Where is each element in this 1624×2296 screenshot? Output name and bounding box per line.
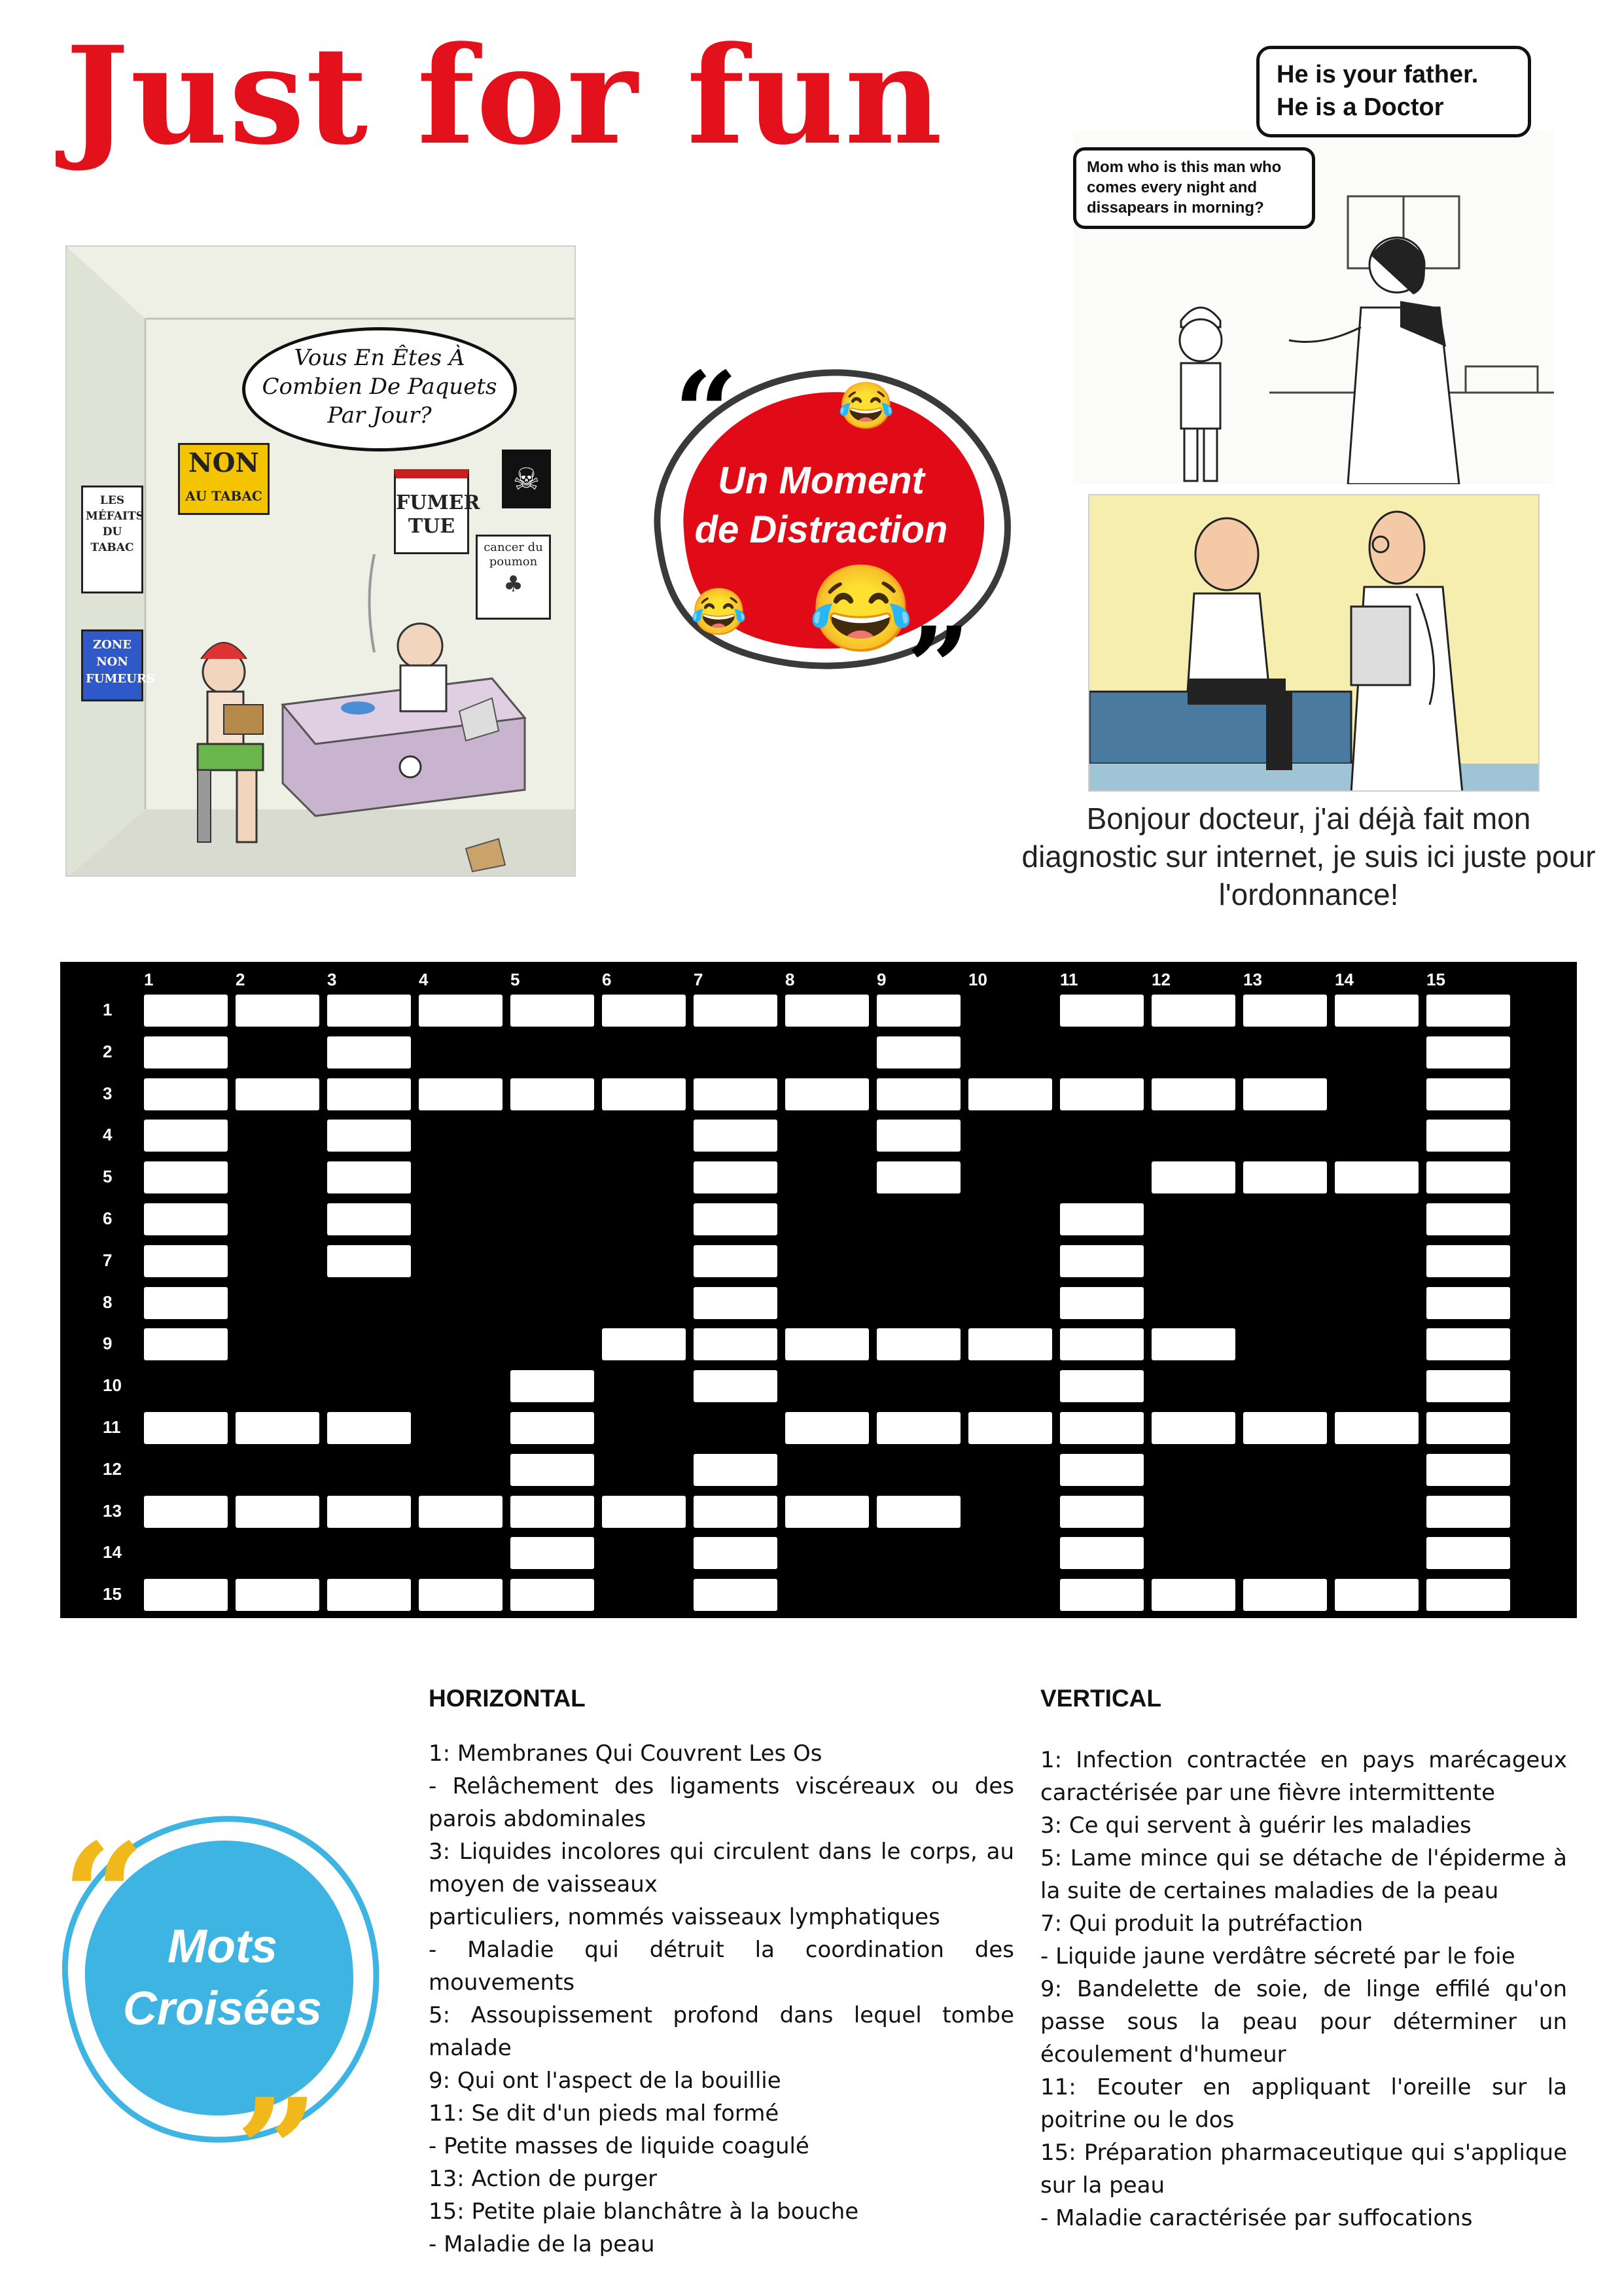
- clue-item: - Relâchement des ligaments viscéreaux ou des parois abdominales: [429, 1773, 1014, 1832]
- column-number: 3: [327, 970, 337, 989]
- crossword-cell[interactable]: [236, 1078, 319, 1110]
- crossword-cell[interactable]: [510, 1537, 594, 1569]
- crossword-cell[interactable]: [1152, 1078, 1235, 1110]
- crossword-cell[interactable]: [694, 1078, 777, 1110]
- crossword-cell[interactable]: [1426, 1579, 1510, 1611]
- moment-badge-line1: Un Moment: [718, 459, 925, 502]
- sign-non: NON: [188, 448, 259, 478]
- crossword-cell[interactable]: [1426, 1454, 1510, 1486]
- crossword-cell[interactable]: [144, 1328, 228, 1360]
- crossword-cell[interactable]: [1152, 995, 1235, 1027]
- clue-item: - Liquide jaune verdâtre sécreté par le foie: [1040, 1943, 1515, 1969]
- crossword-cell[interactable]: [602, 1328, 686, 1360]
- crossword-cell[interactable]: [1426, 1203, 1510, 1235]
- crossword-cell[interactable]: [877, 1412, 961, 1444]
- crossword-cell[interactable]: [327, 1036, 411, 1069]
- crossword-cell[interactable]: [327, 1120, 411, 1152]
- sign-cancer-text: cancer du poumon: [484, 540, 543, 569]
- crossword-cell[interactable]: [877, 1328, 961, 1360]
- crossword-cell[interactable]: [1426, 1120, 1510, 1152]
- crossword-cell[interactable]: [1426, 995, 1510, 1027]
- crossword-cell[interactable]: [1426, 1412, 1510, 1444]
- speech-bubble-smoking: Vous En Êtes À Combien De Paquets Par Jour?: [242, 327, 517, 451]
- column-number: 10: [968, 970, 987, 989]
- svg-text:”: ”: [236, 2066, 319, 2156]
- column-number: 15: [1426, 970, 1445, 989]
- crossword-cell[interactable]: [1426, 1537, 1510, 1569]
- crossword-cell[interactable]: [785, 1078, 869, 1110]
- clue-item: - Maladie de la peau: [429, 2231, 655, 2257]
- page-title: Just for fun: [65, 18, 944, 175]
- crossword-cell[interactable]: [144, 1412, 228, 1444]
- crossword-cell[interactable]: [694, 1287, 777, 1319]
- row-number: 12: [103, 1458, 122, 1479]
- lungs-icon: ♣: [503, 571, 523, 597]
- crossword-cell[interactable]: [1060, 1579, 1144, 1611]
- crossword-cell[interactable]: [236, 1496, 319, 1528]
- crossword-cell[interactable]: [144, 1036, 228, 1069]
- doctor-caption: Bonjour docteur, j'ai déjà fait mon diagnostic sur internet, je suis ici juste pour l'ordonnance!: [1021, 802, 1596, 911]
- clue-item: 15: Petite plaie blanchâtre à la bouche: [429, 2199, 859, 2225]
- clue-item: - Maladie caractérisée par suffocations: [1040, 2205, 1473, 2231]
- crossword-cell[interactable]: [877, 1161, 961, 1193]
- crossword-cell[interactable]: [877, 1120, 961, 1152]
- sign-au-tabac: AU TABAC: [185, 488, 262, 504]
- crossword-cell[interactable]: [1243, 1161, 1327, 1193]
- column-number: 2: [236, 970, 245, 989]
- clue-item: 9: Qui ont l'aspect de la bouillie: [429, 2068, 781, 2094]
- laughing-emoji-icon: 😂: [808, 561, 914, 656]
- crossword-cell[interactable]: [144, 1579, 228, 1611]
- laughing-emoji-icon: 😂: [838, 380, 895, 431]
- moment-badge-line2: de Distraction: [694, 508, 948, 551]
- crossword-cell[interactable]: [1243, 995, 1327, 1027]
- crossword-cell[interactable]: [785, 1412, 869, 1444]
- horizontal-clues: [429, 1737, 1014, 2261]
- svg-text:“: “: [674, 347, 738, 478]
- crossword-cell[interactable]: [1060, 1370, 1144, 1402]
- row-number: 6: [103, 1209, 113, 1228]
- crossword-cell[interactable]: [1426, 1036, 1510, 1069]
- crossword-cell[interactable]: [327, 1579, 411, 1611]
- crossword-cell[interactable]: [694, 1496, 777, 1528]
- crossword-cell[interactable]: [510, 1454, 594, 1486]
- crossword-cell[interactable]: [144, 995, 228, 1027]
- column-number: 14: [1335, 970, 1354, 989]
- crossword-cell[interactable]: [694, 1245, 777, 1277]
- crossword-cell[interactable]: [1060, 1078, 1144, 1110]
- crossword-cell[interactable]: [1335, 1161, 1419, 1193]
- crossword-cell[interactable]: [1152, 1328, 1235, 1360]
- row-number: 8: [103, 1292, 113, 1312]
- clue-item: 3: Ce qui servent à guérir les maladies: [1040, 1812, 1472, 1839]
- column-number: 13: [1243, 970, 1262, 989]
- crossword-cell[interactable]: [1152, 1412, 1235, 1444]
- clue-item: 1: Membranes Qui Couvrent Les Os: [429, 1740, 822, 1767]
- mots-badge-line1: Mots: [168, 1920, 277, 1973]
- crossword-cell[interactable]: [1335, 1412, 1419, 1444]
- crossword-cell[interactable]: [1426, 1328, 1510, 1360]
- column-number: 8: [785, 970, 795, 989]
- row-number: 7: [103, 1250, 113, 1270]
- row-number: 2: [103, 1041, 113, 1061]
- crossword-cell[interactable]: [327, 995, 411, 1027]
- crossword-cell[interactable]: [694, 1537, 777, 1569]
- crossword-cell[interactable]: [785, 1328, 869, 1360]
- row-number: 4: [103, 1125, 113, 1145]
- crossword-cell[interactable]: [510, 1496, 594, 1528]
- crossword-cell[interactable]: [1335, 1579, 1419, 1611]
- crossword-cell[interactable]: [327, 1161, 411, 1193]
- column-number: 11: [1060, 970, 1078, 989]
- clue-item: 5: Assoupissement profond dans lequel tombe malade: [429, 2002, 1014, 2061]
- crossword-cell[interactable]: [510, 1078, 594, 1110]
- crossword-cell[interactable]: [694, 1454, 777, 1486]
- crossword-cell[interactable]: [694, 1161, 777, 1193]
- sign-tue: TUE: [408, 515, 455, 538]
- crossword-cell[interactable]: [510, 1579, 594, 1611]
- clue-item: 5: Lame mince qui se détache de l'épiderme à la suite de certaines maladies de la peau: [1040, 1845, 1567, 1904]
- moment-distraction-badge: [612, 340, 1031, 680]
- crossword-cell[interactable]: [1060, 1537, 1144, 1569]
- crossword-cell[interactable]: [510, 995, 594, 1027]
- crossword-cell[interactable]: [236, 1579, 319, 1611]
- clue-item: 13: Action de purger: [429, 2166, 658, 2192]
- mots-badge-line2: Croisées: [122, 1983, 323, 2035]
- crossword-cell[interactable]: [419, 1078, 503, 1110]
- mother-speech-line1: He is your father.: [1277, 61, 1479, 88]
- crossword-cell[interactable]: [144, 1496, 228, 1528]
- row-number: 15: [103, 1584, 122, 1604]
- clue-item: - Petite masses de liquide coagulé: [429, 2133, 809, 2159]
- sign-fumer: FUMER: [396, 491, 480, 514]
- clue-item: - Maladie qui détruit la coordination des mouvements: [429, 1937, 1014, 1996]
- svg-text:”: ”: [906, 603, 970, 680]
- clue-item: particuliers, nommés vaisseaux lymphatiques: [429, 1904, 940, 1930]
- crossword-cell[interactable]: [510, 1412, 594, 1444]
- crossword-cell[interactable]: [1060, 1496, 1144, 1528]
- row-number: 11: [103, 1417, 121, 1437]
- clue-item: 3: Liquides incolores qui circulent dans le corps, au moyen de vaisseaux: [429, 1839, 1014, 1898]
- clue-item: 7: Qui produit la putréfaction: [1040, 1911, 1364, 1937]
- vertical-heading: VERTICAL: [1040, 1685, 1161, 1712]
- crossword-cell[interactable]: [694, 1579, 777, 1611]
- crossword-cell[interactable]: [602, 1078, 686, 1110]
- crossword-cell[interactable]: [1243, 1579, 1327, 1611]
- crossword-cell[interactable]: [1152, 1161, 1235, 1193]
- crossword-cell[interactable]: [968, 1328, 1052, 1360]
- crossword-cell[interactable]: [327, 1078, 411, 1110]
- column-number: 7: [694, 970, 703, 989]
- crossword-cell[interactable]: [785, 1496, 869, 1528]
- crossword-cell[interactable]: [144, 1078, 228, 1110]
- crossword-cell[interactable]: [694, 995, 777, 1027]
- crossword-cell[interactable]: [877, 995, 961, 1027]
- crossword-cell[interactable]: [144, 1245, 228, 1277]
- doctor-scene-drawing: [1089, 495, 1540, 792]
- crossword-cell[interactable]: [968, 1078, 1052, 1110]
- crossword-cell[interactable]: [327, 1412, 411, 1444]
- crossword-cell[interactable]: [144, 1287, 228, 1319]
- column-number: 6: [602, 970, 612, 989]
- row-number: 5: [103, 1167, 113, 1187]
- crossword-cell[interactable]: [327, 1245, 411, 1277]
- column-number: 12: [1152, 970, 1171, 989]
- crossword-cell[interactable]: [419, 1579, 503, 1611]
- crossword-cell[interactable]: [602, 995, 686, 1027]
- vertical-clues: [1040, 1744, 1567, 2234]
- crossword-cell[interactable]: [1152, 1579, 1235, 1611]
- crossword-cell[interactable]: [1060, 1454, 1144, 1486]
- crossword-cell[interactable]: [419, 1496, 503, 1528]
- clue-item: 11: Se dit d'un pieds mal formé: [429, 2100, 779, 2127]
- crossword-cell[interactable]: [1060, 995, 1144, 1027]
- row-number: 3: [103, 1083, 113, 1103]
- crossword-cell[interactable]: [694, 1370, 777, 1402]
- crossword-cell[interactable]: [968, 1412, 1052, 1444]
- svg-text:“: “: [62, 1811, 145, 1981]
- sign-zone-non-fumeurs: ZONE NON FUMEURS: [81, 629, 143, 701]
- crossword-cell[interactable]: [1060, 1203, 1144, 1235]
- crossword-cell[interactable]: [877, 1078, 961, 1110]
- crossword-cell[interactable]: [1426, 1161, 1510, 1193]
- clue-item: 15: Préparation pharmaceutique qui s'applique sur la peau: [1040, 2140, 1567, 2199]
- crossword-cell[interactable]: [602, 1496, 686, 1528]
- crossword-cell[interactable]: [694, 1203, 777, 1235]
- row-number: 14: [103, 1542, 122, 1563]
- column-number: 9: [877, 970, 887, 989]
- crossword-cell[interactable]: [1335, 995, 1419, 1027]
- row-number: 13: [103, 1500, 122, 1521]
- crossword-cell[interactable]: [144, 1203, 228, 1235]
- crossword-cell[interactable]: [1060, 1328, 1144, 1360]
- crossword-cell[interactable]: [236, 1412, 319, 1444]
- crossword-cell[interactable]: [694, 1328, 777, 1360]
- crossword-cell[interactable]: [1426, 1370, 1510, 1402]
- clue-item: 1: Infection contractée en pays marécageux caractérisée par une fièvre intermittente: [1040, 1747, 1567, 1806]
- sign-cancer: [476, 535, 551, 620]
- mots-croisees-badge: [46, 1803, 393, 2156]
- row-number: 1: [103, 1000, 113, 1019]
- crossword-cell[interactable]: [1060, 1287, 1144, 1319]
- column-number: 1: [144, 970, 154, 989]
- speech-bubble-child: Mom who is this man who comes every night and dissapears in morning?: [1073, 147, 1315, 229]
- crossword-cell[interactable]: [877, 1036, 961, 1069]
- crossword-cell[interactable]: [1426, 1245, 1510, 1277]
- column-number: 5: [510, 970, 520, 989]
- crossword-cell[interactable]: [144, 1120, 228, 1152]
- clue-item: 9: Bandelette de soie, de linge effilé qu'on passe sous la peau pour déterminer un écoulement d'humeur: [1040, 1976, 1567, 2068]
- row-number: 10: [103, 1375, 122, 1396]
- laughing-emoji-icon: 😂: [690, 586, 748, 637]
- crossword-cell[interactable]: [144, 1161, 228, 1193]
- crossword-cell[interactable]: [1060, 1412, 1144, 1444]
- crossword-cell[interactable]: [1426, 1287, 1510, 1319]
- skull-poster: ☠: [502, 450, 551, 508]
- crossword-cell[interactable]: [236, 995, 319, 1027]
- crossword-cell[interactable]: [327, 1496, 411, 1528]
- speech-bubble-mother: [1256, 46, 1531, 137]
- crossword-cell[interactable]: [694, 1120, 777, 1152]
- column-number: 4: [419, 970, 429, 989]
- crossword-cell[interactable]: [785, 995, 869, 1027]
- crossword-cell[interactable]: [1426, 1496, 1510, 1528]
- crossword-cell[interactable]: [1243, 1078, 1327, 1110]
- crossword-cell[interactable]: [419, 995, 503, 1027]
- row-number: 9: [103, 1333, 113, 1354]
- doctor-cartoon: [1088, 494, 1540, 792]
- crossword-grid: [60, 962, 1577, 1618]
- crossword-cell[interactable]: [1060, 1245, 1144, 1277]
- crossword-cell[interactable]: [1426, 1078, 1510, 1110]
- crossword-cell[interactable]: [327, 1203, 411, 1235]
- horizontal-heading: HORIZONTAL: [429, 1685, 586, 1712]
- sign-mefaits: LES MÉFAITS DU TABAC: [81, 486, 143, 593]
- clue-item: 11: Ecouter en appliquant l'oreille sur la poitrine ou le dos: [1040, 2074, 1567, 2133]
- crossword-cell[interactable]: [1243, 1412, 1327, 1444]
- crossword-cell[interactable]: [510, 1370, 594, 1402]
- crossword-cell[interactable]: [877, 1496, 961, 1528]
- mother-speech-line2: He is a Doctor: [1277, 94, 1444, 121]
